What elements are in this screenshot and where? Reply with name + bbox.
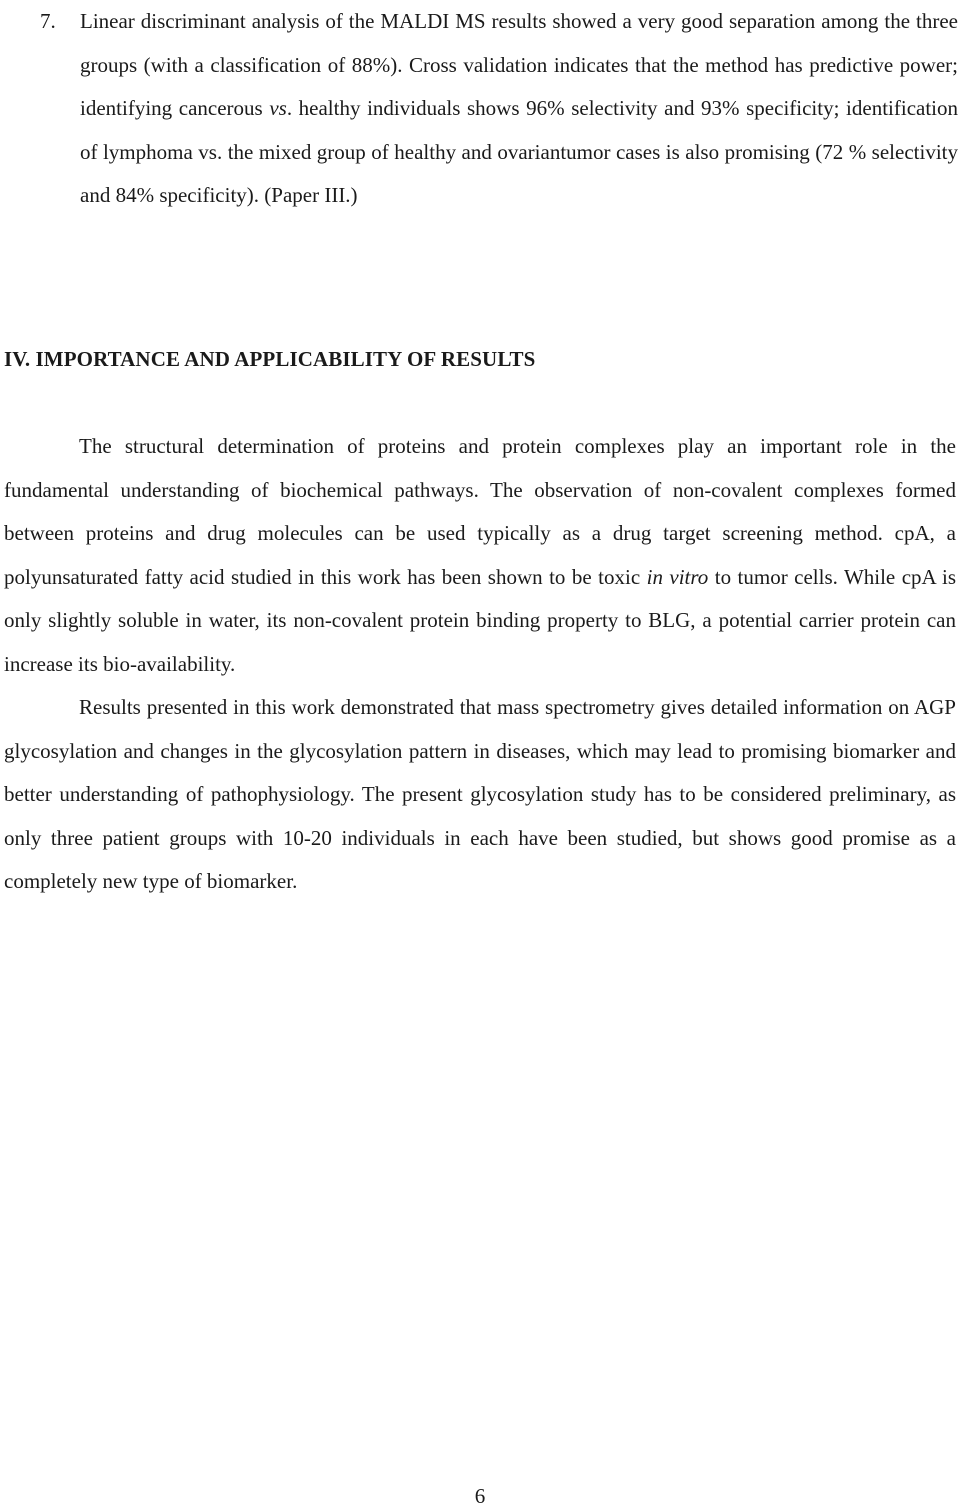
paragraph-1-italic-in-vitro: in vitro	[646, 564, 709, 589]
item-7-italic-vs: vs	[269, 96, 287, 120]
item-7-text	[80, 0, 958, 218]
paragraph-1	[4, 425, 956, 686]
paragraph-2: Results presented in this work demonstrated that mass spectrometry gives detailed information on AGP glycosylation and changes in the glycosylation pattern in diseases, which may lead to promising biomarker and better understanding of pathophysiology. The present glycosylation study has to be considered preliminary, as only three patient groups with 10-20 individuals in each have been studied, but shows good promise as a completely new type of biomarker.	[4, 695, 956, 893]
section-body	[4, 425, 956, 904]
item-7-text-part-1: Linear discriminant analysis of the MALDI MS results showed a very good separation among the three groups (with a classification of 88%). Cross validation indicates that the method has predictive power; identifying cancerous	[80, 9, 958, 120]
numbered-item-7	[0, 0, 958, 218]
paragraph-1-part-2: to tumor cells. While cpA is only slightly soluble in water, its non-covalent protein binding property to BLG, a potential carrier protein can increase its bio-availability.	[4, 564, 956, 676]
section-heading: IV. IMPORTANCE AND APPLICABILITY OF RESULTS	[4, 347, 536, 371]
page-number: 6	[474, 1484, 486, 1508]
paragraph-1-part-1: The structural determination of proteins and protein complexes play an important role in the fundamental understanding of biochemical pathways. The observation of non-covalent complexes formed between proteins and drug molecules can be used typically as a drug target screening method. cpA, a polyunsaturated fatty acid studied in this work has been shown to be toxic	[4, 434, 956, 589]
item-number: 7.	[40, 9, 56, 33]
item-7-text-part-2: . healthy individuals shows 96% selectivity and 93% specificity; identification of lymphoma vs. the mixed group of healthy and ovariantumor cases is also promising (72 % selectivity and 84% specificity). (Paper III.)	[80, 96, 958, 207]
